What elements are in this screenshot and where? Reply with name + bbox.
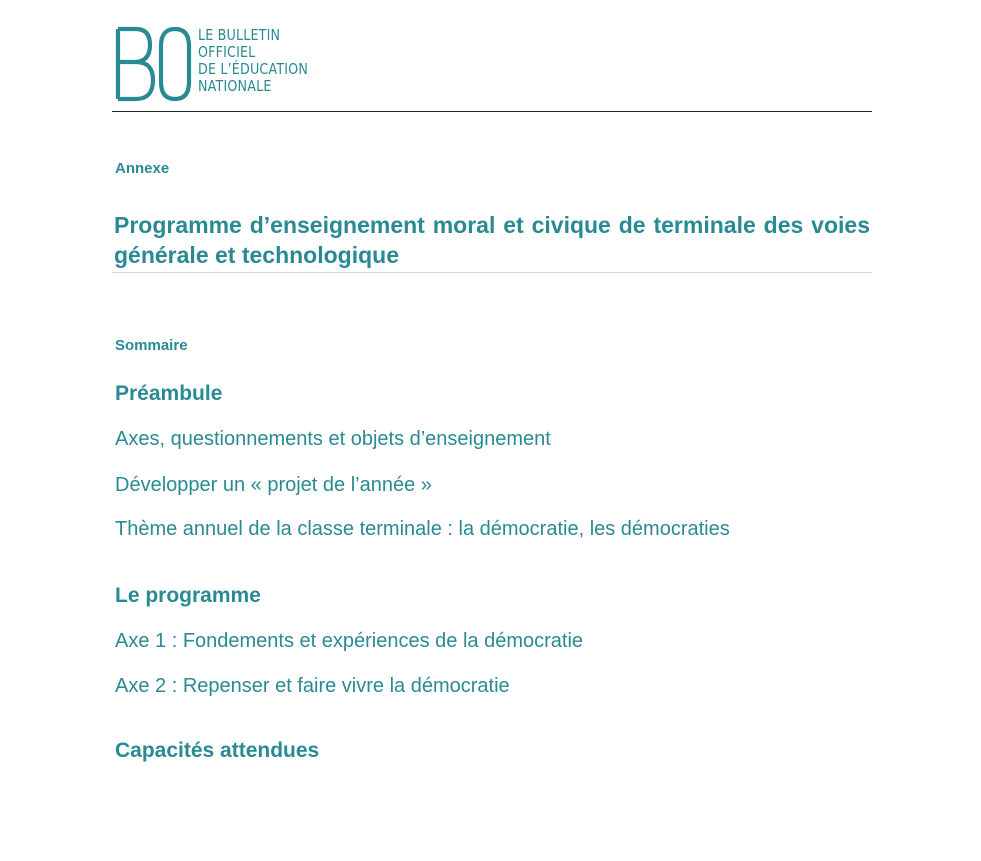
logo-line: LE BULLETIN xyxy=(198,26,281,44)
document-title: Programme d’enseignement moral et civique de terminale des voies générale et technologique xyxy=(114,212,870,268)
toc-heading-programme[interactable]: Le programme xyxy=(115,584,261,607)
bo-logo-text xyxy=(198,27,308,95)
toc-item[interactable]: Développer un « projet de l’année » xyxy=(115,474,432,496)
toc-item[interactable]: Axes, questionnements et objets d’enseignement xyxy=(115,428,551,450)
logo-line: DE L’ÉDUCATION xyxy=(198,60,309,78)
annexe-label: Annexe xyxy=(115,160,170,177)
logo-line: OFFICIEL xyxy=(198,43,256,61)
toc-heading-preambule[interactable]: Préambule xyxy=(115,382,223,405)
logo-line: NATIONALE xyxy=(198,77,272,95)
header-divider xyxy=(112,111,872,112)
toc-item[interactable]: Axe 2 : Repenser et faire vivre la démocratie xyxy=(115,675,510,697)
title-divider xyxy=(112,272,872,273)
bo-logo-mark xyxy=(114,26,194,102)
toc-heading-capacites[interactable]: Capacités attendues xyxy=(115,739,320,762)
bo-logo xyxy=(114,26,332,102)
toc-item[interactable]: Axe 1 : Fondements et expériences de la démocratie xyxy=(115,630,584,652)
toc-item[interactable]: Thème annuel de la classe terminale : la démocratie, les démocraties xyxy=(115,518,730,540)
sommaire-label: Sommaire xyxy=(115,337,188,354)
